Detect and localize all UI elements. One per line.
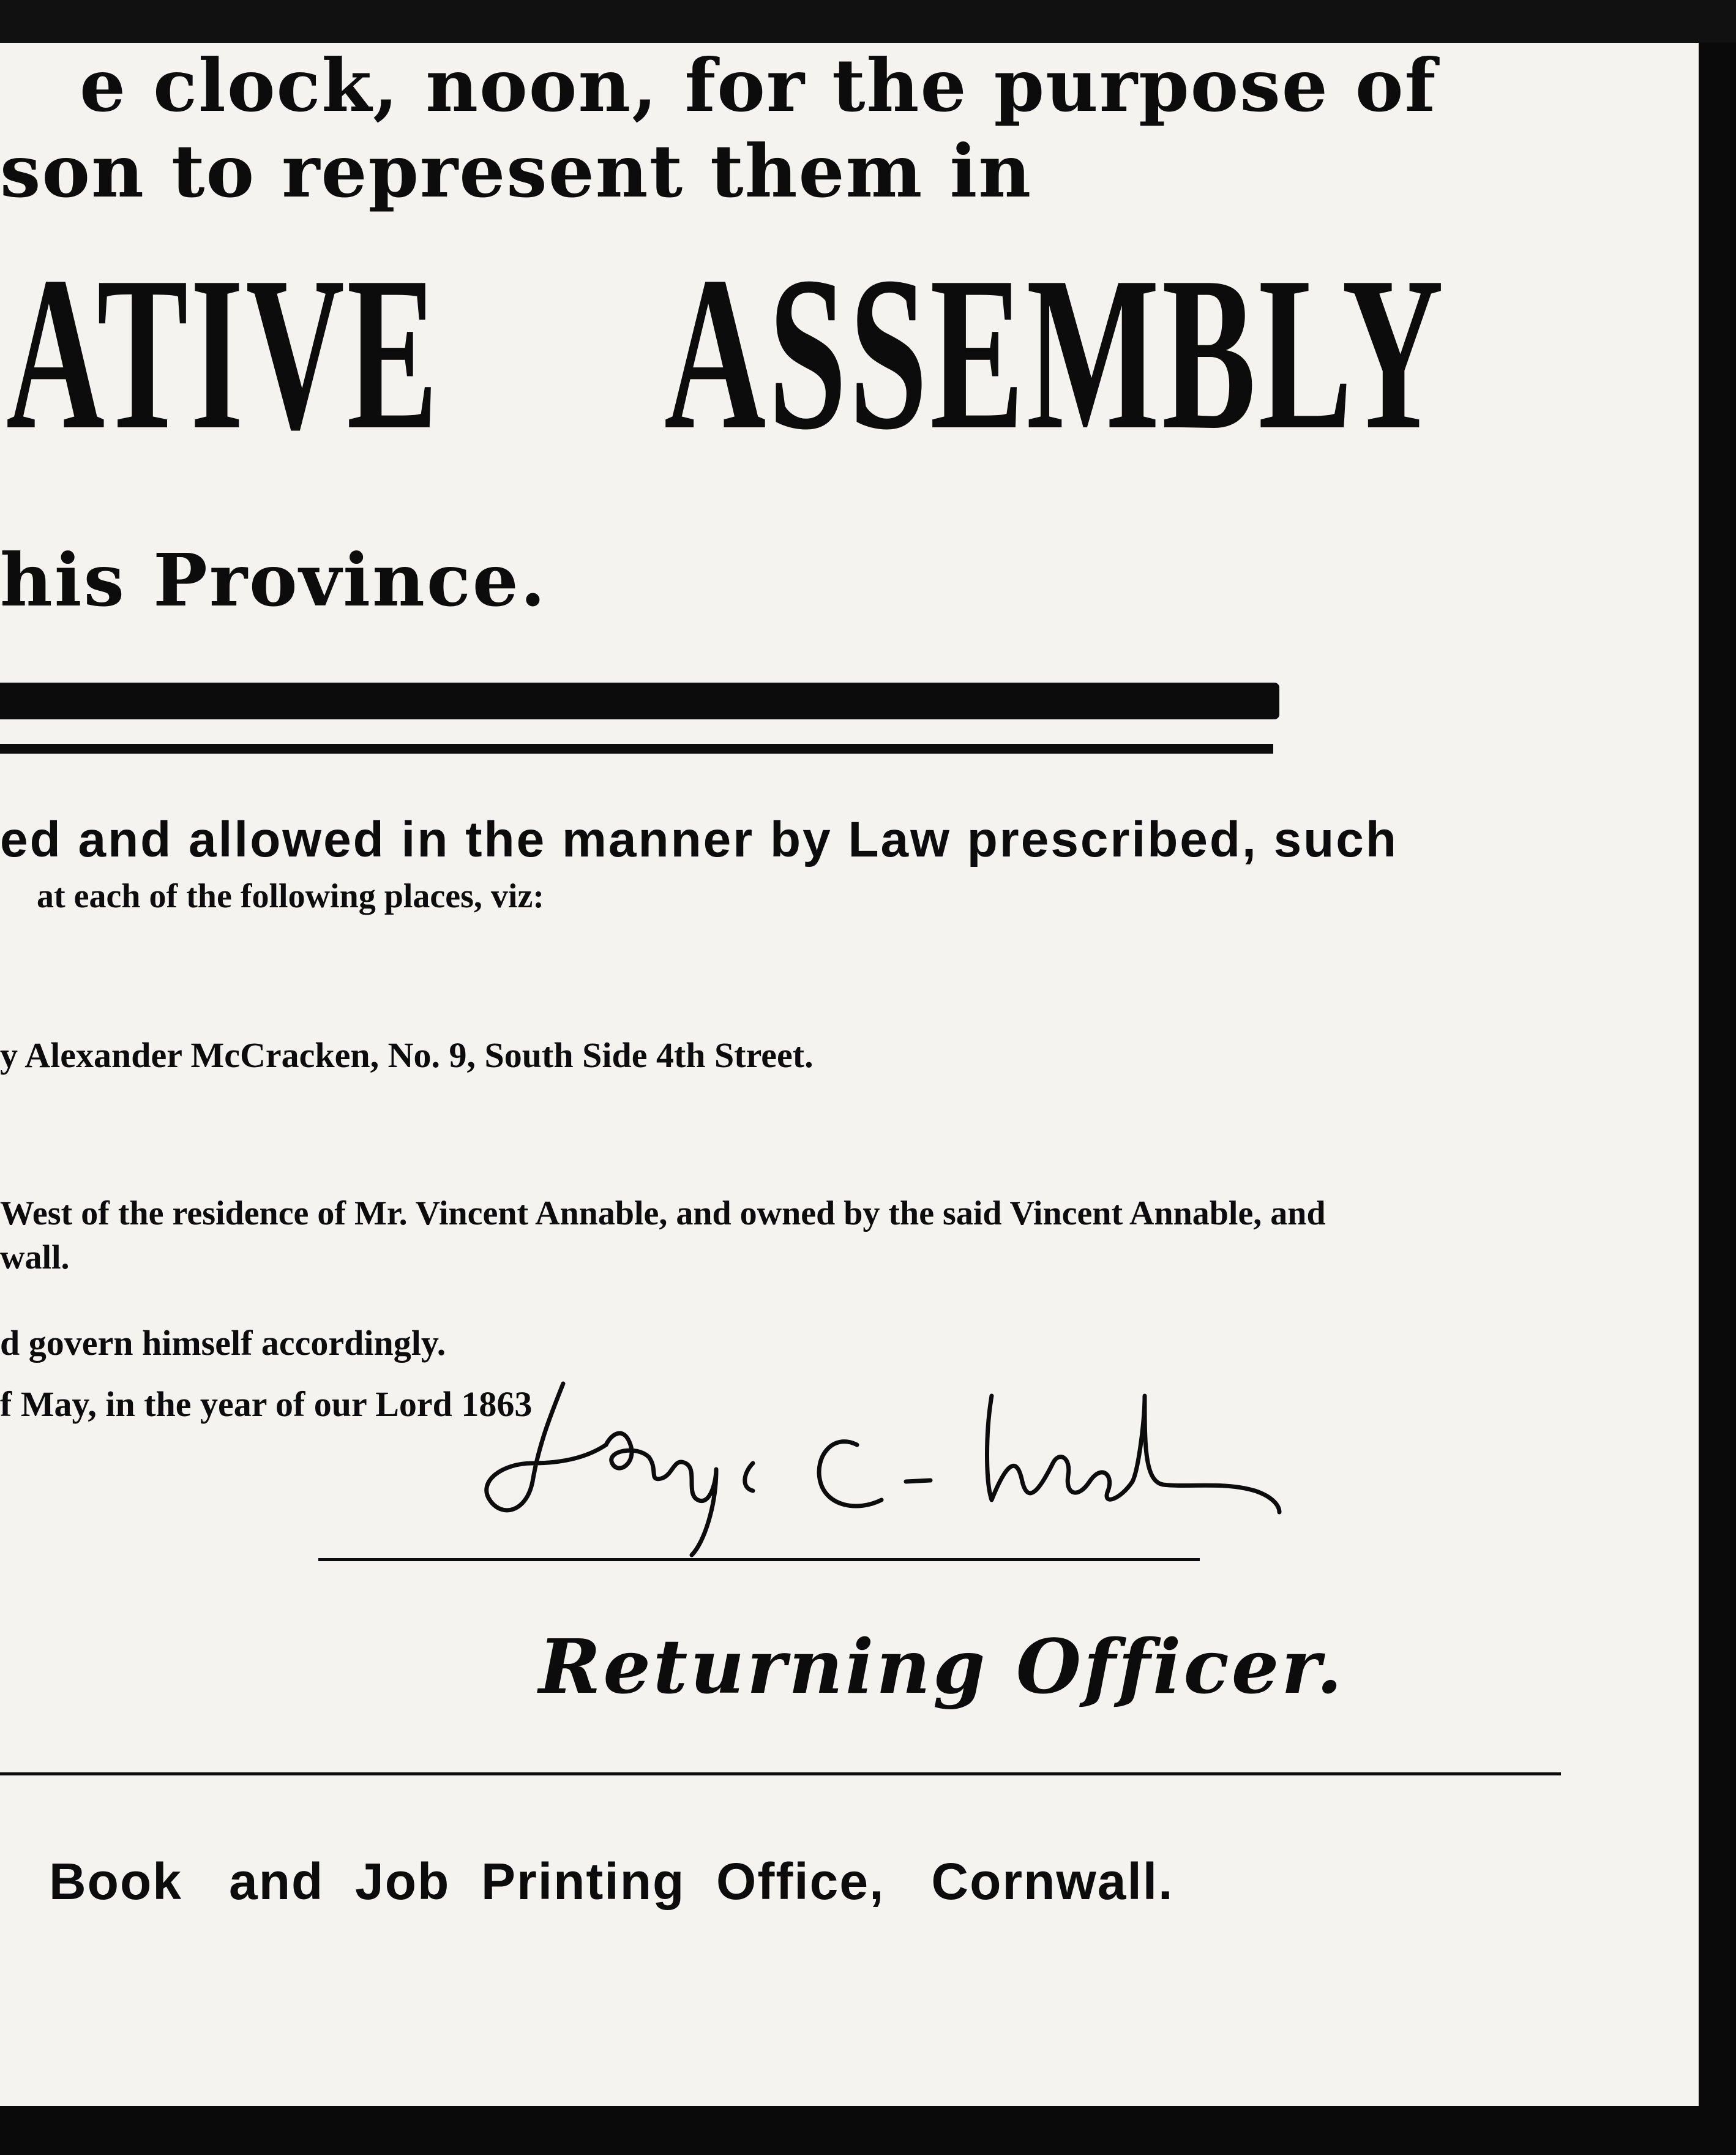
thin-rule [0, 744, 1273, 754]
body-line-1: ed and allowed in the manner by Law prescribed, such [0, 812, 1398, 868]
headline-right: ASSEMBLY [664, 231, 1446, 475]
officer-title: Returning Officer. [539, 1622, 1345, 1711]
heading-line-2: son to represent them in [0, 129, 1033, 214]
signature-line [318, 1558, 1200, 1561]
printer-line: Book and Job Printing Office, Cornwall. [49, 1853, 1174, 1910]
heading-line-1: e clock, noon, for the purpose of [80, 43, 1437, 128]
notice-paper [0, 43, 1699, 2106]
top-border [0, 0, 1736, 43]
date-line: f May, in the year of our Lord 1863 [0, 1384, 533, 1424]
place-2-line-2: wall. [0, 1239, 70, 1276]
place-1: y Alexander McCracken, No. 9, South Side 4th Street. [0, 1035, 814, 1075]
heavy-rule [0, 683, 1279, 719]
place-2-line-1: West of the residence of Mr. Vincent Annable, and owned by the said Vincent Annable, and [0, 1194, 1326, 1232]
body-line-2: at each of the following places, viz: [37, 877, 544, 915]
headline-left: ATIVE [6, 231, 441, 475]
heading-line-3: his Province. [0, 538, 547, 623]
handwritten-signature [465, 1359, 1322, 1567]
govern-line: d govern himself accordingly. [0, 1323, 446, 1363]
bottom-rule [0, 1772, 1561, 1775]
